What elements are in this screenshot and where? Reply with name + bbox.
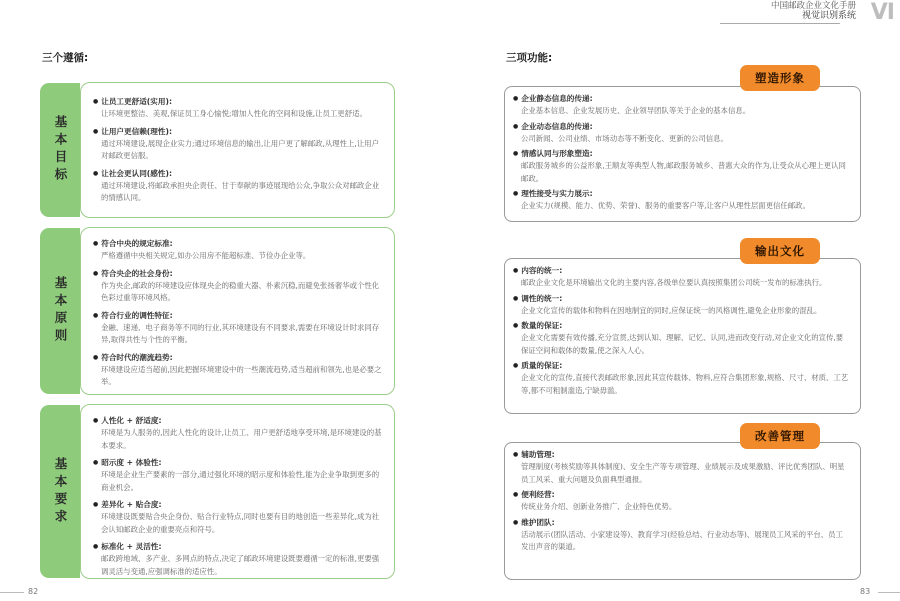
item-heading: ● 数量的保证: bbox=[513, 320, 850, 332]
item-heading: ● 符合时代的潮流趋势: bbox=[93, 352, 384, 364]
list-item bbox=[513, 265, 850, 290]
item-body: 传统业务介绍、创新业务推广、企业特色优势。 bbox=[521, 502, 677, 511]
list-item bbox=[93, 310, 384, 347]
list-item bbox=[93, 238, 384, 263]
item-heading: ● 让员工更舒适(实用): bbox=[93, 96, 384, 108]
item-heading: ● 昭示度 + 体验性: bbox=[93, 457, 384, 469]
tab-label: 基本原则 bbox=[53, 276, 68, 346]
handbook-subtitle: 视觉识别系统 bbox=[801, 11, 856, 21]
item-heading: ● 差异化 + 贴合度: bbox=[93, 499, 384, 511]
panel-improve-management bbox=[504, 442, 861, 580]
item-heading: ● 标准化 + 灵活性: bbox=[93, 541, 384, 553]
item-heading: ● 维护团队: bbox=[513, 517, 850, 529]
panel-basic-requirements bbox=[80, 404, 395, 579]
list-item bbox=[93, 457, 384, 494]
page-number: 83 bbox=[860, 587, 871, 596]
list-item bbox=[513, 489, 850, 514]
list-item bbox=[513, 121, 850, 146]
panel-output-culture bbox=[504, 258, 861, 414]
item-body: 管理制度(考核奖励等具体制度)、安全生产等专项管理、业绩展示及成果激励、评比优秀团队、明星员工风采、重大问题及负面典型通报。 bbox=[521, 462, 845, 484]
header-rule bbox=[720, 23, 840, 24]
list-item bbox=[513, 93, 850, 118]
item-body: 企业实力(规模、能力、优势、荣誉)、服务的重要客户等,让客户从理性层面更信任邮政。 bbox=[521, 201, 810, 210]
item-heading: ● 理性接受与实力展示: bbox=[513, 188, 850, 200]
list-item bbox=[93, 126, 384, 163]
list-item bbox=[93, 415, 384, 452]
item-body: 邮政服务城乡的公益形象,王顺友等典型人物,邮政服务城乡、普惠大众的作为,让受众从心理上更认同邮政。 bbox=[521, 161, 846, 183]
tab-basic-requirements bbox=[40, 405, 80, 578]
item-body: 公司新闻、公司业绩、市场动态等不断变化、更新的公司信息。 bbox=[521, 133, 728, 143]
item-heading: ● 人性化 + 舒适度: bbox=[93, 415, 384, 427]
panel-shape-image bbox=[504, 86, 861, 222]
item-heading: ● 内容的统一: bbox=[513, 265, 850, 277]
list-item bbox=[93, 541, 384, 578]
item-body: 企业文化需要有效传播,充分宣贯,达到认知、理解、记忆、认同,进而改变行动,对企业文化的宣传,要保证空间和载体的数量,使之深入人心。 bbox=[521, 333, 844, 355]
item-heading: ● 符合行业的调性特征: bbox=[93, 310, 384, 322]
tab-basic-principles bbox=[40, 228, 80, 394]
list-item bbox=[93, 499, 384, 536]
item-body: 活动展示(团队活动、小家建设等)、教育学习(经验总结、行业动态等)、展现员工风采的平台、员工发出声音的渠道。 bbox=[521, 529, 843, 551]
item-body: 环境建设既要贴合央企身份、贴合行业特点,同时也要有目的地创造一些差异化,成为社会认知邮政企业的重要亮点和符号。 bbox=[101, 512, 380, 534]
tab-label: 基本要求 bbox=[53, 456, 68, 527]
list-item bbox=[513, 517, 850, 554]
list-item bbox=[513, 320, 850, 357]
item-heading: ● 让社会更认同(感性): bbox=[93, 168, 384, 180]
item-body: 邮政跨地域、多产业、多网点的特点,决定了邮政环境建设既要遵循一定的标准,更要强调灵活与变通,应强调标准的适应性。 bbox=[101, 554, 380, 576]
list-item bbox=[513, 148, 850, 185]
item-heading: ● 符合中央的规定标准: bbox=[93, 238, 384, 250]
panel-basic-goals bbox=[80, 82, 395, 218]
right-section-title: 三项功能: bbox=[506, 52, 553, 64]
item-body: 环境建设应适当超前,因此把握环境建设中的一些潮流趋势,适当超前和领先,也是必要之举。 bbox=[101, 364, 382, 386]
left-section-title: 三个遵循: bbox=[42, 52, 89, 64]
item-body: 通过环境建设,将邮政承担央企责任、甘于奉献的事迹展现给公众,争取公众对邮政企业的情感认同。 bbox=[101, 180, 380, 202]
item-body: 通过环境建设,展现企业实力;通过环境信息的输出,让用户更了解邮政,从理性上,让用户对邮政更信服。 bbox=[101, 138, 379, 160]
handbook-title: 中国邮政企业文化手册 bbox=[770, 1, 856, 11]
item-heading: ● 企业静态信息的传递: bbox=[513, 93, 850, 105]
badge-output-culture: 输出文化 bbox=[740, 238, 820, 264]
list-item bbox=[93, 168, 384, 205]
item-heading: ● 情感认同与形象塑造: bbox=[513, 148, 850, 160]
item-body: 作为央企,邮政的环境建设应体现央企的稳重大器、朴素沉稳,而避免张扬奢华或个性化色彩过重等环境风格。 bbox=[101, 280, 380, 302]
list-item bbox=[93, 96, 384, 121]
tab-basic-goals bbox=[40, 83, 80, 217]
footer-rule bbox=[0, 592, 24, 593]
item-body: 企业文化的宣传,直接代表邮政形象,因此其宣传载体、物料,应符合集团形象,规格、尺寸、材质、工艺等,都不可粗制滥造,宁缺毋滥。 bbox=[521, 373, 849, 395]
footer-rule bbox=[878, 592, 900, 593]
vi-mark: VI bbox=[870, 0, 894, 25]
list-item bbox=[513, 360, 850, 397]
list-item bbox=[513, 188, 850, 213]
item-heading: ● 调性的统一: bbox=[513, 293, 850, 305]
list-item bbox=[513, 449, 850, 486]
page-number: 82 bbox=[28, 587, 39, 596]
list-item bbox=[513, 293, 850, 318]
item-heading: ● 质量的保证: bbox=[513, 360, 850, 372]
item-body: 严格遵循中央相关规定,如办公用房不能超标准、节俭办企业等。 bbox=[101, 251, 311, 260]
item-body: 企业文化宣传的载体和物料在因地制宜的同时,应保证统一的风格调性,避免企业形象的混乱。 bbox=[521, 305, 822, 315]
item-body: 企业基本信息、企业发展历史、企业领导团队等关于企业的基本信息。 bbox=[521, 106, 751, 115]
list-item bbox=[93, 268, 384, 305]
list-item bbox=[93, 352, 384, 389]
item-heading: ● 便利经营: bbox=[513, 489, 850, 501]
panel-basic-principles bbox=[80, 227, 395, 395]
badge-improve-management: 改善管理 bbox=[740, 423, 820, 449]
item-body: 让环境更整洁、美观,保证员工身心愉悦;增加人性化的空间和设施,让员工更舒适。 bbox=[101, 109, 367, 118]
item-body: 环境是企业生产要素的一部分,通过强化环境的昭示度和体验性,能为企业争取到更多的商业机会。 bbox=[101, 470, 380, 492]
badge-shape-image: 塑造形象 bbox=[740, 65, 820, 91]
item-body: 环境是为人服务的,因此人性化的设计,让员工、用户更舒适地享受环境,是环境建设的基本要求。 bbox=[101, 428, 382, 450]
item-heading: ● 符合央企的社会身份: bbox=[93, 268, 384, 280]
tab-label: 基本目标 bbox=[53, 115, 68, 185]
item-heading: ● 辅助管理: bbox=[513, 449, 850, 461]
item-body: 邮政企业文化是环境输出文化的主要内容,各级单位要认真按照集团公司统一发布的标准执行。 bbox=[521, 278, 827, 287]
item-heading: ● 让用户更信赖(理性): bbox=[93, 126, 384, 138]
item-body: 金融、速递、电子商务等不同的行业,其环境建设有不同要求,需要在环境设计时求同存异,取得共性与个性的平衡。 bbox=[101, 322, 380, 344]
item-heading: ● 企业动态信息的传递: bbox=[513, 121, 850, 133]
